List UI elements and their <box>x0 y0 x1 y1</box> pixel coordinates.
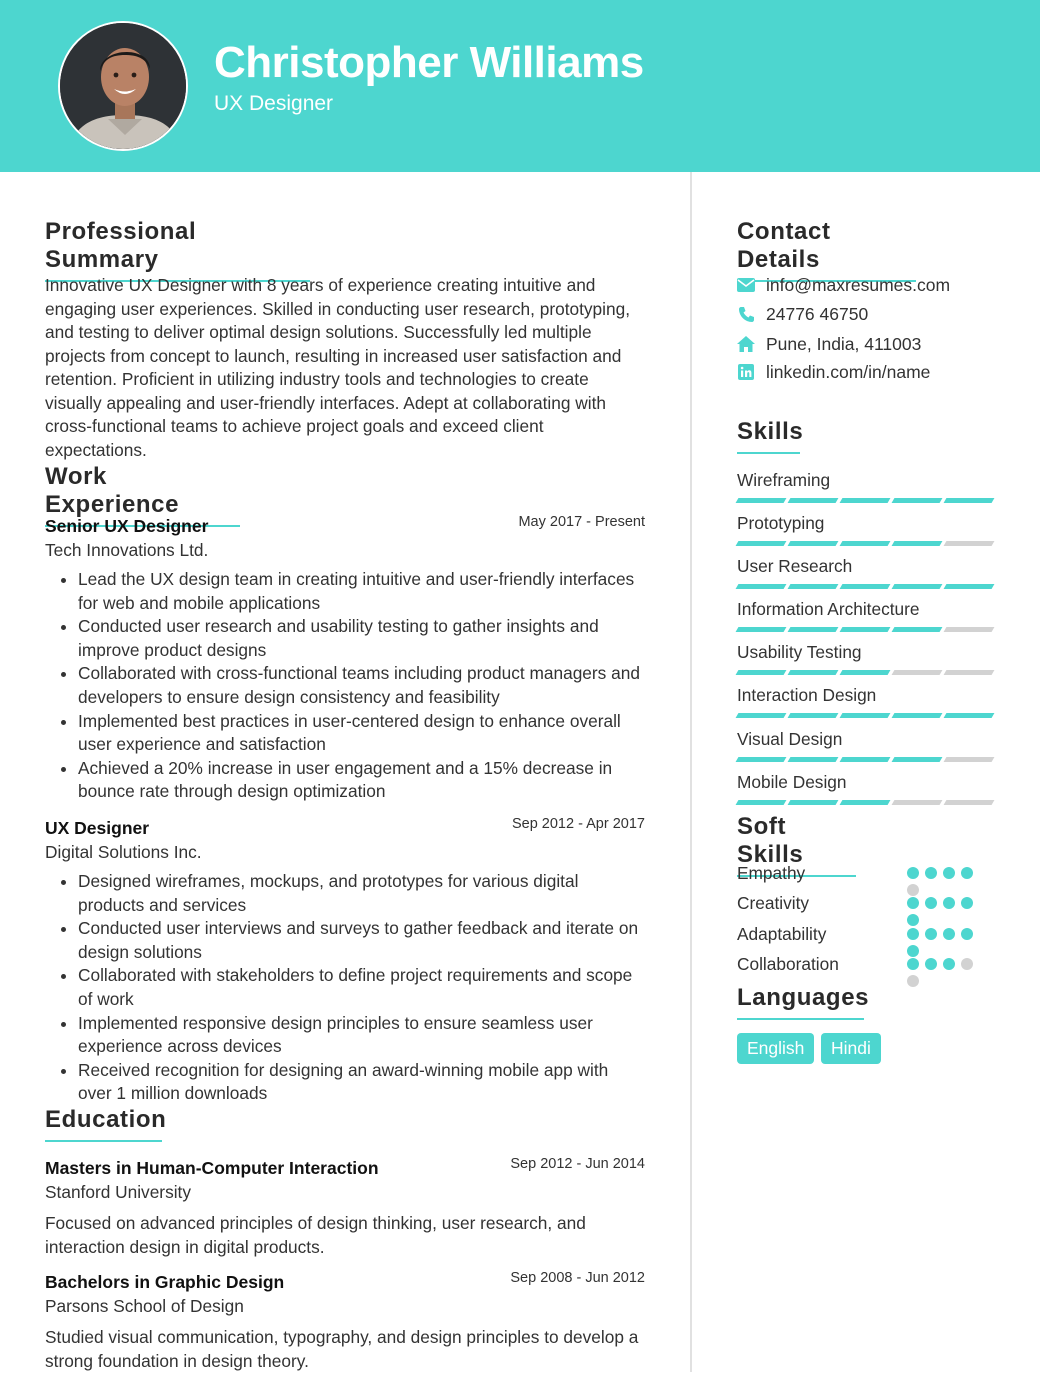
degree-name: Masters in Human-Computer Interaction <box>45 1158 379 1178</box>
skills-heading: Skills <box>737 418 800 454</box>
skill-level-segment <box>788 670 839 675</box>
skill-name: Wireframing <box>737 470 831 490</box>
rating-dot <box>943 897 955 909</box>
phone-icon <box>737 305 755 323</box>
contact-heading: Contact Details <box>737 218 916 282</box>
job-entry <box>45 816 645 1106</box>
skill-level-segment <box>840 541 891 546</box>
skill-level-segment <box>892 541 943 546</box>
rating-dot <box>907 975 919 987</box>
skill-level-segment <box>944 584 995 589</box>
rating-dot <box>925 958 937 970</box>
job-role: Senior UX Designer <box>45 516 209 536</box>
skill-level-segment <box>944 713 995 718</box>
rating-dot <box>925 897 937 909</box>
column-divider <box>690 172 692 1372</box>
contact-address-text: Pune, India, 411003 <box>766 333 922 354</box>
soft-skills-heading: Soft Skills <box>737 813 856 877</box>
skill-level-segment <box>788 627 839 632</box>
job-bullet: • Achieved a 20% increase in user engagement and a 15% decrease in bounce rate through design optimization <box>78 757 645 804</box>
skill-item <box>737 512 993 546</box>
contact-phone-text: 24776 46750 <box>766 303 869 324</box>
rating-dot <box>943 958 955 970</box>
rating-dot <box>907 958 919 970</box>
skill-level-segment <box>840 713 891 718</box>
job-bullet: • Lead the UX design team in creating intuitive and user-friendly interfaces for web and mobile applications <box>78 568 645 615</box>
linkedin-icon <box>737 363 755 381</box>
school-name: Parsons School of Design <box>45 1296 244 1316</box>
soft-skill-name: Adaptability <box>737 924 827 944</box>
skill-level-segment <box>840 670 891 675</box>
resume-header <box>0 0 1040 172</box>
language-tag: Hindi <box>821 1033 881 1064</box>
rating-dot <box>907 928 919 940</box>
skill-level-segment <box>788 584 839 589</box>
skill-level-segment <box>788 498 839 503</box>
summary-text: Innovative UX Designer with 8 years of experience creating intuitive and engaging user experiences. Skilled in conducting user research, prototyping, and testing to deliver optimal design solutions. Successfully led multiple projects from concept to launch, resulting in increased user satisfaction and retention. Proficient in utilizing industry tools and technologies to create visually appealing and user-friendly interfaces. Adept at collaborating with cross-functional teams to achieve project goals and exceed client expectations. <box>45 275 631 460</box>
skill-item <box>737 469 993 503</box>
skill-level-segment <box>736 670 787 675</box>
skill-level-segment <box>736 800 787 805</box>
rating-dot <box>907 867 919 879</box>
soft-skill-item <box>737 893 987 915</box>
skill-level-segment <box>736 713 787 718</box>
skill-level-segment <box>944 670 995 675</box>
contact-email[interactable] <box>737 273 950 297</box>
rating-dot <box>925 928 937 940</box>
skill-level-segment <box>892 498 943 503</box>
soft-skill-name: Collaboration <box>737 954 839 974</box>
language-tag: English <box>737 1033 814 1064</box>
job-bullets <box>45 870 645 1106</box>
rating-dot <box>943 928 955 940</box>
job-bullets <box>45 568 645 804</box>
soft-skill-rating <box>907 958 979 987</box>
education-description: Studied visual communication, typography, and design principles to develop a strong foundation in design theory. <box>45 1327 639 1371</box>
skill-level-bar <box>737 800 993 805</box>
job-bullet: • Conducted user interviews and surveys to gather feedback and iterate on design solutions <box>78 917 645 964</box>
skill-item <box>737 728 993 762</box>
skill-level-segment <box>944 627 995 632</box>
soft-skill-rating <box>907 867 979 896</box>
job-dates: May 2017 - Present <box>518 514 645 530</box>
contact-linkedin-text: linkedin.com/in/name <box>766 361 931 382</box>
skill-item <box>737 684 993 718</box>
skill-name: Visual Design <box>737 729 843 749</box>
contact-linkedin[interactable] <box>737 360 930 384</box>
skill-item <box>737 641 993 675</box>
skill-level-bar <box>737 627 993 632</box>
contact-email-text: info@maxresumes.com <box>766 274 951 295</box>
skill-level-bar <box>737 713 993 718</box>
skill-level-segment <box>736 757 787 762</box>
soft-skill-rating <box>907 928 979 957</box>
education-description: Focused on advanced principles of design thinking, user research, and interaction design in digital products. <box>45 1213 586 1257</box>
rating-dot <box>907 897 919 909</box>
skill-level-bar <box>737 541 993 546</box>
rating-dot <box>961 958 973 970</box>
languages-heading: Languages <box>737 984 864 1020</box>
home-icon <box>737 335 755 353</box>
skill-level-segment <box>944 800 995 805</box>
contact-phone[interactable] <box>737 302 868 326</box>
skill-level-segment <box>944 498 995 503</box>
skill-level-segment <box>840 627 891 632</box>
skill-level-segment <box>788 757 839 762</box>
skill-item <box>737 598 993 632</box>
skill-level-segment <box>892 800 943 805</box>
soft-skill-item <box>737 924 987 946</box>
skill-name: Usability Testing <box>737 642 862 662</box>
skill-level-segment <box>944 757 995 762</box>
job-bullet: • Collaborated with cross-functional teams including product managers and developers to ensure design consistency and feasibility <box>78 662 645 709</box>
soft-skill-name: Creativity <box>737 893 810 913</box>
skill-level-segment <box>736 541 787 546</box>
job-bullet: • Implemented responsive design principles to ensure seamless user experience across devices <box>78 1012 645 1059</box>
rating-dot <box>925 867 937 879</box>
skill-name: Mobile Design <box>737 772 847 792</box>
person-photo-icon <box>60 23 188 151</box>
contact-address <box>737 332 921 356</box>
rating-dot <box>961 867 973 879</box>
soft-skill-item <box>737 863 987 885</box>
skill-level-bar <box>737 584 993 589</box>
skill-item <box>737 771 993 805</box>
skill-level-segment <box>736 584 787 589</box>
skill-level-segment <box>840 757 891 762</box>
job-entry <box>45 514 645 804</box>
job-bullet: • Collaborated with stakeholders to define project requirements and scope of work <box>78 964 645 1011</box>
skill-item <box>737 555 993 589</box>
school-name: Stanford University <box>45 1182 191 1202</box>
education-dates: Sep 2012 - Jun 2014 <box>510 1156 645 1172</box>
education-heading: Education <box>45 1106 162 1142</box>
rating-dot <box>961 897 973 909</box>
job-role: UX Designer <box>45 818 150 838</box>
soft-skill-rating <box>907 897 979 926</box>
job-company: Digital Solutions Inc. <box>45 842 202 862</box>
education-entry <box>45 1156 645 1259</box>
job-bullet: • Received recognition for designing an award-winning mobile app with over 1 million downloads <box>78 1059 645 1106</box>
education-dates: Sep 2008 - Jun 2012 <box>510 1270 645 1286</box>
skill-name: Interaction Design <box>737 685 877 705</box>
skill-level-segment <box>892 584 943 589</box>
candidate-title: UX Designer <box>214 92 334 115</box>
skill-level-segment <box>892 713 943 718</box>
soft-skill-item <box>737 954 987 976</box>
skill-level-segment <box>892 757 943 762</box>
skill-level-segment <box>840 498 891 503</box>
experience-heading: Work Experience <box>45 463 240 527</box>
skill-level-segment <box>736 627 787 632</box>
job-bullet: • Designed wireframes, mockups, and prototypes for various digital products and services <box>78 870 645 917</box>
summary-heading: Professional Summary <box>45 218 310 282</box>
profile-photo <box>58 21 188 151</box>
education-entry <box>45 1270 645 1373</box>
skill-level-segment <box>892 627 943 632</box>
skill-level-segment <box>892 670 943 675</box>
job-bullet: • Implemented best practices in user-centered design to enhance overall user experience and satisfaction <box>78 710 645 757</box>
skill-level-segment <box>788 541 839 546</box>
job-bullet: • Conducted user research and usability testing to gather insights and improve product designs <box>78 615 645 662</box>
skill-level-segment <box>944 541 995 546</box>
skill-level-bar <box>737 498 993 503</box>
skill-name: Prototyping <box>737 513 825 533</box>
skill-level-segment <box>840 584 891 589</box>
skill-level-segment <box>788 713 839 718</box>
skill-level-segment <box>736 498 787 503</box>
skill-level-bar <box>737 670 993 675</box>
skill-level-segment <box>788 800 839 805</box>
soft-skill-name: Empathy <box>737 863 806 883</box>
rating-dot <box>961 928 973 940</box>
candidate-name: Christopher Williams <box>214 38 644 87</box>
degree-name: Bachelors in Graphic Design <box>45 1272 285 1292</box>
rating-dot <box>943 867 955 879</box>
skill-name: Information Architecture <box>737 599 920 619</box>
skill-level-bar <box>737 757 993 762</box>
email-icon <box>737 276 755 294</box>
job-company: Tech Innovations Ltd. <box>45 540 209 560</box>
job-dates: Sep 2012 - Apr 2017 <box>511 816 645 832</box>
skill-name: User Research <box>737 556 853 576</box>
skill-level-segment <box>840 800 891 805</box>
